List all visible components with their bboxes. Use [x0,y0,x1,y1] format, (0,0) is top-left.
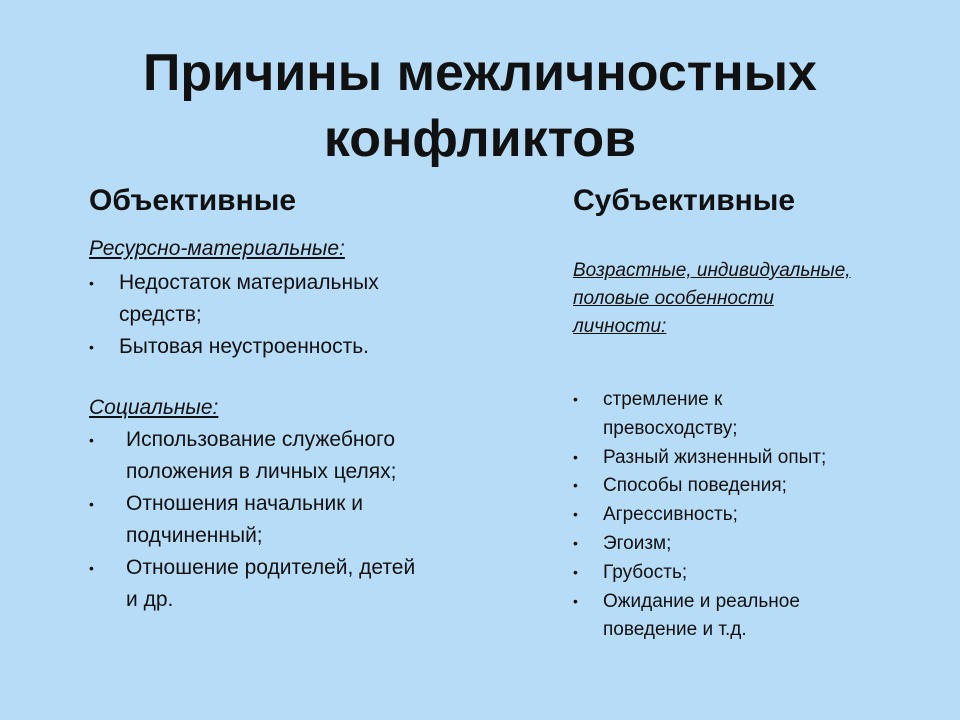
list-item [573,472,853,501]
list-item [89,267,449,331]
list-item [573,501,853,530]
resource-material-list [89,267,449,363]
bullet-icon: • [89,560,94,576]
social-list [89,424,419,616]
slide-title-line-2: конфликтов [323,110,637,168]
list-item-text: Эгоизм; [603,532,672,554]
bullet-icon: • [573,477,578,494]
personality-traits-label: Возрастные, индивидуальные, половые особенности личности: [573,260,851,337]
list-item-text: Грубость; [603,561,688,583]
list-item-text: Бытовая неустроенность. [119,335,369,358]
bullet-icon: • [89,496,94,512]
list-item [573,588,853,646]
bullet-icon: • [573,448,578,465]
list-item-text: Отношение родителей, детей и др. [126,556,416,611]
resource-material-label: Ресурсно-материальные: [89,237,345,260]
slide-title-line-1: Причины межличностных [143,44,817,102]
list-item [573,444,853,473]
list-item [89,488,419,552]
subjective-heading: Субъективные [573,184,796,217]
bullet-icon: • [89,339,94,355]
list-item-text: стремление к превосходству; [603,389,738,439]
bullet-icon: • [573,534,578,551]
bullet-icon: • [573,391,578,407]
bullet-icon: • [89,432,94,448]
subjective-list [573,386,853,645]
bullet-icon: • [89,275,94,291]
list-item-text: Недостаток материальных средств; [119,271,379,326]
list-item-text: Отношения начальник и подчиненный; [126,492,363,547]
list-item-text: Способы поведения; [603,475,787,497]
bullet-icon: • [573,563,578,580]
list-item [573,386,853,444]
list-item [89,552,419,616]
bullet-icon: • [573,592,578,609]
social-label: Социальные: [89,396,219,419]
bullet-icon: • [573,506,578,523]
slide-title [0,40,960,172]
list-item [89,331,449,363]
list-item-text: Разный жизненный опыт; [603,446,827,468]
objective-heading: Объективные [89,184,297,217]
list-item [573,530,853,559]
list-item-text: Ожидание и реальное поведение и т.д. [603,590,800,641]
list-item [89,424,419,488]
list-item-text: Агрессивность; [603,504,738,526]
list-item-text: Использование служебного положения в личных целях; [126,428,397,483]
list-item [573,559,853,588]
